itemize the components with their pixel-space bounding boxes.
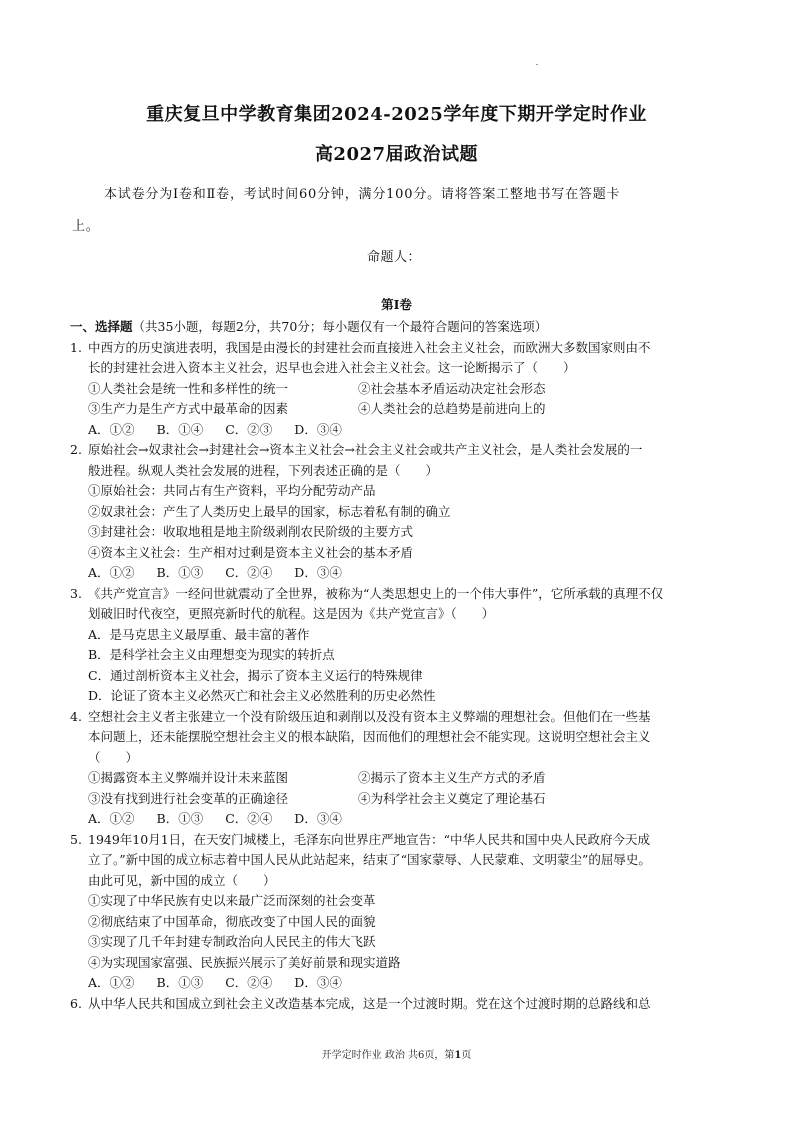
intro-line-2: 上。 — [72, 219, 100, 234]
item: ③生产力是生产方式中最革命的因素 — [88, 401, 289, 416]
option-c[interactable]: C．②③ — [225, 421, 273, 437]
option-a[interactable]: A．①② — [88, 421, 135, 437]
question-4-items-row — [70, 789, 730, 810]
question-1-items-row — [70, 399, 730, 420]
question-1-items-row — [70, 379, 730, 400]
option-d[interactable]: D．③④ — [294, 811, 342, 826]
question-5-item: ④为实现国家富强、民族振兴展示了美好前景和现实道路 — [88, 954, 401, 970]
question-5-stem-line-2: 立了。”新中国的成立标志着中国人民从此站起来，结束了“国家蒙辱、人民蒙难、文明蒙尘”的屈辱史。 — [88, 852, 651, 867]
question-number: 2. — [70, 442, 82, 457]
option-d[interactable]: D．③④ — [294, 565, 342, 580]
question-4-stem-line-3: （ ） — [88, 749, 139, 765]
intro-line-1: 本试卷分为Ⅰ卷和Ⅱ卷，考试时间60分钟，满分100分。请将答案工整地书写在答题卡 — [104, 187, 621, 202]
question-5-item: ①实现了中华民族有史以来最广泛而深刻的社会变革 — [88, 893, 376, 908]
question-4-stem-line-1: 4. 空想社会主义者主张建立一个没有阶级压迫和剥削以及没有资本主义弊端的理想社会。但他们在一些基 — [70, 707, 730, 728]
question-3-choice-d[interactable]: D．论证了资本主义必然灭亡和社会主义必然胜利的历史必然性 — [88, 688, 436, 703]
option-a[interactable]: A．①② — [88, 565, 135, 580]
question-2-stem-line-1: 2. 原始社会→奴隶社会→封建社会→资本主义社会→社会主义社会或共产主义社会，是人类社会发展的一 — [70, 440, 730, 461]
question-number: 1. — [70, 339, 82, 355]
question-2-item: ③封建社会：收取地租是地主阶级剥削农民阶级的主要方式 — [88, 524, 414, 539]
option-d[interactable]: D．③④ — [294, 975, 342, 990]
volume-title: 第Ⅰ卷 — [381, 297, 412, 312]
question-5-item: ③实现了几千年封建专制政治向人民民主的伟大飞跃 — [88, 934, 376, 949]
author-label: 命题人： — [367, 250, 422, 265]
question-2-stem-line-2: 般进程。纵观人类社会发展的进程，下列表述正确的是（ ） — [88, 462, 439, 478]
question-4-options — [70, 809, 730, 830]
question-number: 4. — [70, 708, 82, 724]
question-2-item: ④资本主义社会：生产相对过剩是资本主义社会的基本矛盾 — [88, 544, 414, 560]
option-b[interactable]: B．①③ — [156, 565, 204, 580]
item: ②社会基本矛盾运动决定社会形态 — [358, 380, 546, 396]
option-c[interactable]: C．②④ — [225, 811, 273, 826]
section-label: 一、选择题 — [70, 319, 133, 334]
question-number: 5. — [70, 831, 82, 847]
item: ④为科学社会主义奠定了理论基石 — [358, 790, 546, 806]
item: ③没有找到进行社会变革的正确途径 — [88, 790, 289, 806]
question-3-choice-c[interactable]: C．通过剖析资本主义社会，揭示了资本主义运行的特殊规律 — [88, 667, 423, 683]
question-3-choice-a[interactable]: A．是马克思主义最厚重、最丰富的著作 — [88, 626, 310, 642]
question-2-item: ②奴隶社会：产生了人类历史上最早的国家，标志着私有制的确立 — [88, 503, 451, 519]
question-4-items-row — [70, 768, 730, 789]
scan-speck — [536, 64, 538, 65]
page-number: 1 — [454, 1050, 462, 1061]
item: ②揭示了资本主义生产方式的矛盾 — [358, 770, 546, 785]
question-5-item: ②彻底结束了中国革命，彻底改变了中国人民的面貌 — [88, 913, 376, 929]
option-c[interactable]: C．②④ — [225, 975, 273, 990]
option-b[interactable]: B．①④ — [156, 421, 204, 437]
question-3-stem-line-1: 3. 《共产党宣言》一经问世就震动了全世界，被称为“人类思想史上的一个伟大事件”，它所承载的真理不仅 — [70, 584, 730, 605]
option-a[interactable]: A．①② — [88, 975, 135, 990]
question-4-stem-line-2: 本问题上，还未能摆脱空想社会主义的根本缺陷，因而他们的理想社会不能实现。这说明空想社会主义 — [88, 729, 651, 744]
option-a[interactable]: A．①② — [88, 811, 135, 826]
section-note: （共35小题，每题2分，共70分；每小题仅有一个最符合题问的答案选项） — [132, 319, 548, 334]
question-3-stem-line-2: 划破旧时代夜空，更照亮新时代的航程。这是因为《共产党宣言》（ ） — [88, 606, 495, 621]
question-2-item: ①原始社会：共同占有生产资料，平均分配劳动产品 — [88, 483, 376, 498]
item: ①人类社会是统一性和多样性的统一 — [88, 380, 289, 396]
page-footer — [0, 1046, 793, 1061]
question-5-stem-line-3: 由此可见，新中国的成立（ ） — [88, 872, 276, 888]
question-5-stem-line-1: 5. 1949年10月1日，在天安门城楼上，毛泽东向世界庄严地宣告：“中华人民共和国中央人民政府今天成 — [70, 830, 730, 851]
question-number: 3. — [70, 585, 82, 601]
question-3-choice-b[interactable]: B．是科学社会主义由理想变为现实的转折点 — [88, 647, 335, 662]
exam-subtitle: 高2027届政治试题 — [314, 144, 479, 165]
footer-suffix: 页 — [461, 1050, 472, 1061]
question-number: 6. — [70, 995, 82, 1011]
option-b[interactable]: B．①③ — [156, 975, 204, 990]
option-c[interactable]: C．②④ — [225, 565, 273, 580]
section-heading — [70, 317, 730, 338]
item: ①揭露资本主义弊端并设计未来蓝图 — [88, 770, 289, 785]
option-b[interactable]: B．①③ — [156, 811, 204, 826]
question-1-stem-line-2: 长的封建社会进入资本主义社会，迟早也会进入社会主义社会。这一论断揭示了（ ） — [88, 360, 576, 375]
question-2-options — [70, 563, 730, 584]
question-1-stem-line-1: 1. 中西方的历史演进表明，我国是由漫长的封建社会而直接进入社会主义社会，而欧洲大多数国家则由不 — [70, 338, 730, 359]
question-1-options — [70, 420, 730, 441]
question-list — [70, 317, 730, 1014]
question-6-stem-line-1: 6. 从中华人民共和国成立到社会主义改造基本完成，这是一个过渡时期。党在这个过渡时期的总路线和总 — [70, 994, 730, 1015]
item: ④人类社会的总趋势是前进向上的 — [358, 401, 546, 416]
exam-title: 重庆复旦中学教育集团2024-2025学年度下期开学定时作业 — [146, 104, 647, 125]
question-5-options — [70, 973, 730, 994]
footer-text: 开学定时作业 政治 共6页，第 — [321, 1050, 455, 1061]
option-d[interactable]: D．③④ — [294, 421, 342, 437]
